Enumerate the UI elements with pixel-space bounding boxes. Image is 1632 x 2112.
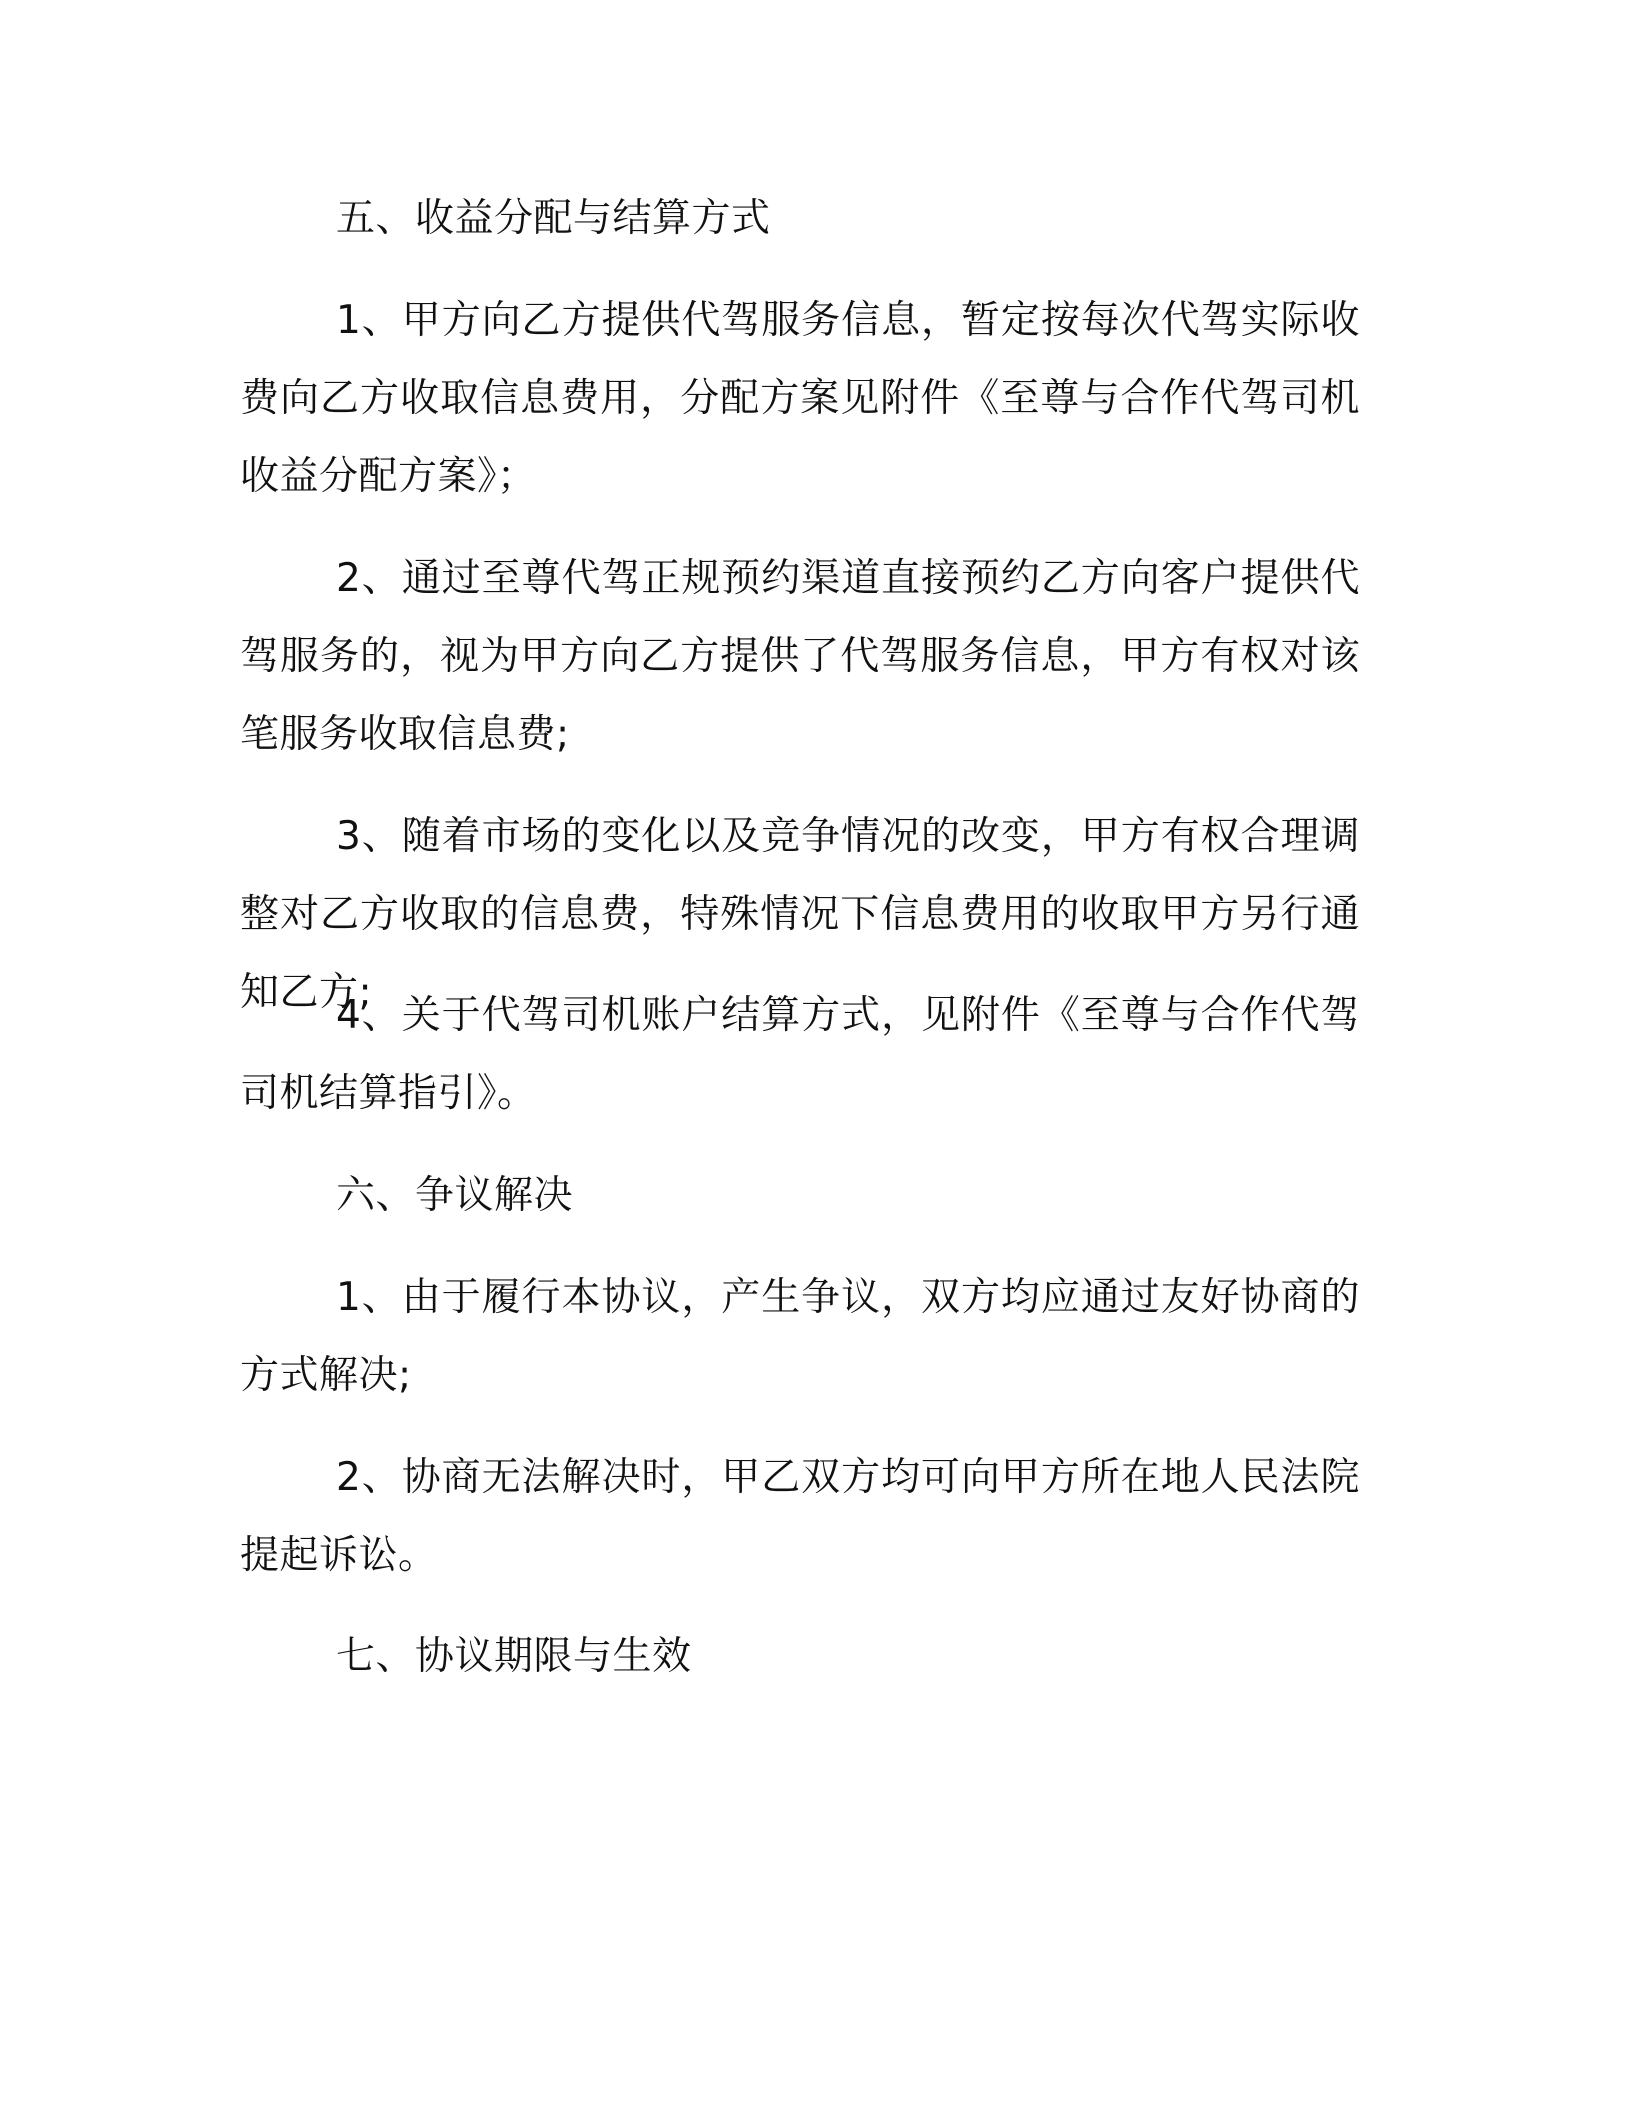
clause-5-2: 2、通过至尊代驾正规预约渠道直接预约乙方向客户提供代驾服务的，视为甲方向乙方提供了代驾服务信息，甲方有权对该笔服务收取信息费; (240, 556, 1360, 757)
clause-5-1: 1、甲方向乙方提供代驾服务信息，暂定按每次代驾实际收费向乙方收取信息费用，分配方案见附件《至尊与合作代驾司机收益分配方案》； (240, 298, 1360, 499)
section-heading-7: 七、协议期限与生效 (336, 1634, 692, 1679)
section-heading-6: 六、争议解决 (336, 1173, 574, 1218)
section-heading-5: 五、收益分配与结算方式 (336, 196, 771, 241)
clause-6-1: 1、由于履行本协议，产生争议，双方均应通过友好协商的方式解决; (240, 1275, 1360, 1398)
clause-6-2: 2、协商无法解决时，甲乙双方均可向甲方所在地人民法院提起诉讼。 (240, 1455, 1360, 1578)
clause-5-4: 4、关于代驾司机账户结算方式，见附件《至尊与合作代驾司机结算指引》。 (240, 993, 1360, 1116)
clause-5-3: 3、随着市场的变化以及竞争情况的改变，甲方有权合理调整对乙方收取的信息费，特殊情况下信息费用的收取甲方另行通知乙方; (240, 814, 1360, 1015)
